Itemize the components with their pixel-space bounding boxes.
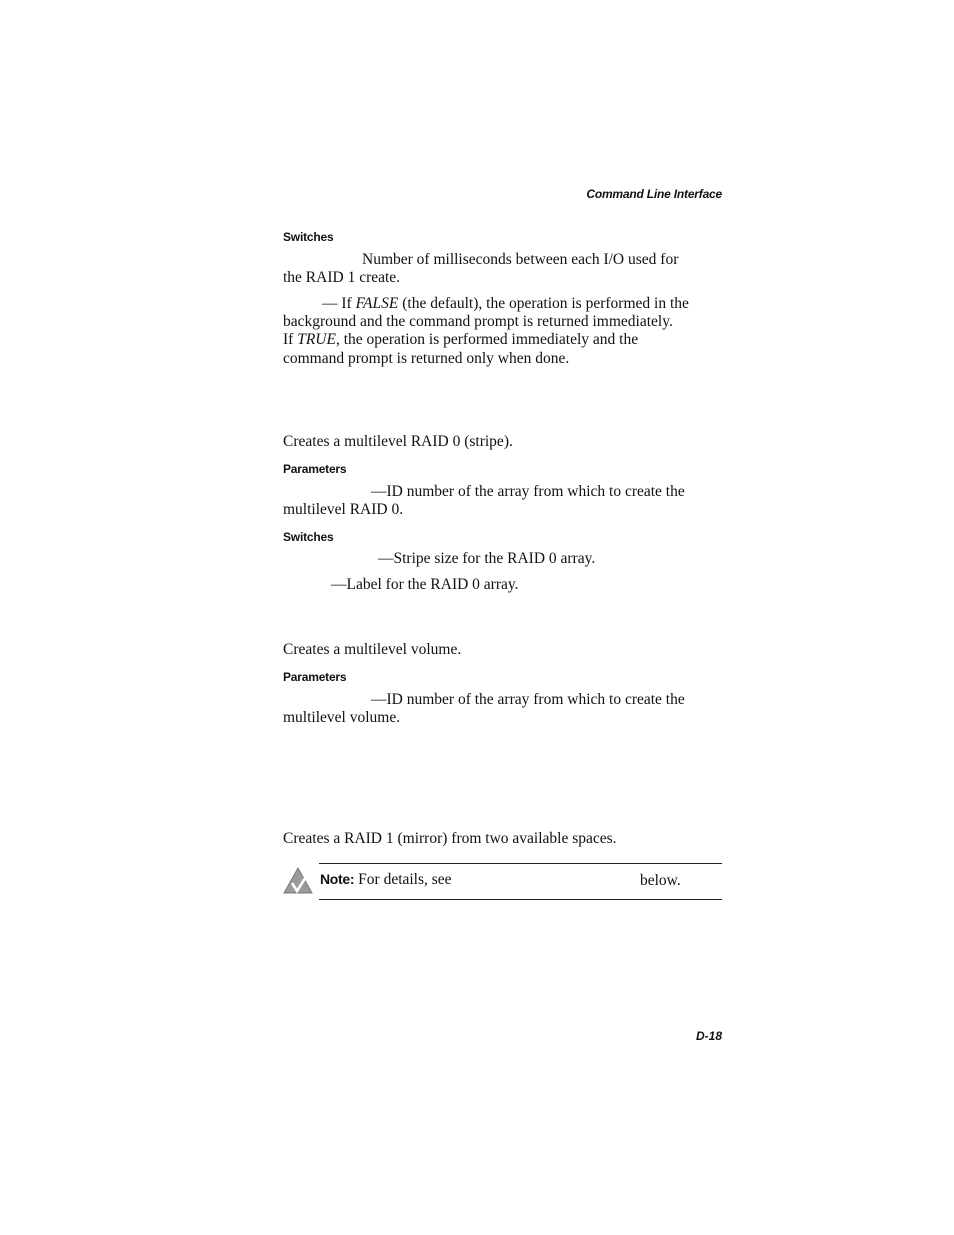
raid0-description: Creates a multilevel RAID 0 (stripe). xyxy=(283,433,513,450)
wait-true: TRUE xyxy=(297,331,336,348)
sleep-text: Number of milliseconds between each I/O used for xyxy=(362,251,679,268)
note-text: For details, see xyxy=(358,871,452,888)
raid1-description: Creates a RAID 1 (mirror) from two available spaces. xyxy=(283,830,617,847)
volume-param-text: —ID number of the array from which to create the xyxy=(371,691,685,708)
volume-description: Creates a multilevel volume. xyxy=(283,641,462,658)
wait-line-4: command prompt is returned only when done. xyxy=(283,350,570,367)
switches-heading: Switches xyxy=(283,230,334,244)
note-icon xyxy=(283,866,313,899)
parameters-heading: Parameters xyxy=(283,670,347,684)
wait-false: FALSE xyxy=(355,295,399,312)
switches-heading: Switches xyxy=(283,530,334,544)
wait-line-2: background and the command prompt is returned immediately. xyxy=(283,313,673,330)
wait-prefix: — If xyxy=(322,295,356,312)
note-label: Note: xyxy=(320,871,355,887)
note-tail: below. xyxy=(640,872,681,889)
note xyxy=(320,871,452,889)
note-top-rule xyxy=(319,863,722,864)
wait-line3-rest: , the operation is performed immediately and the xyxy=(335,331,639,348)
raid0-param-text: —ID number of the array from which to create the xyxy=(371,483,685,500)
stripe-text: —Stripe size for the RAID 0 array. xyxy=(378,550,596,567)
sleep-text-cont: the RAID 1 create. xyxy=(283,269,401,286)
running-head: Command Line Interface xyxy=(586,187,722,201)
wait-line-3 xyxy=(283,331,638,349)
page-number: D-18 xyxy=(695,1029,722,1043)
label-text: —Label for the RAID 0 array. xyxy=(331,576,519,593)
note-bottom-rule xyxy=(319,899,722,900)
wait-line-1 xyxy=(322,295,689,313)
volume-param-text-cont: multilevel volume. xyxy=(283,709,401,726)
raid0-param-text-cont: multilevel RAID 0. xyxy=(283,501,404,518)
wait-if: If xyxy=(283,331,298,348)
parameters-heading: Parameters xyxy=(283,462,347,476)
wait-mid: (the default), the operation is performed in the xyxy=(398,295,689,312)
